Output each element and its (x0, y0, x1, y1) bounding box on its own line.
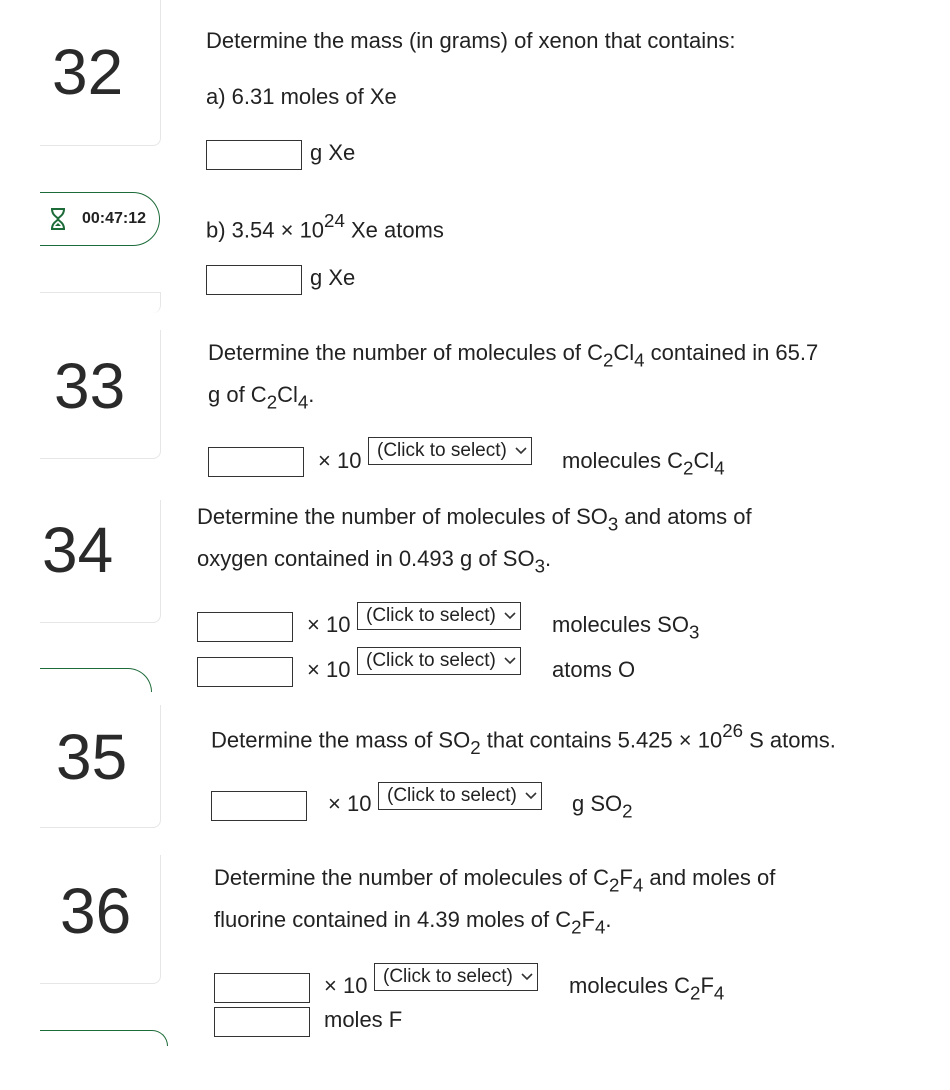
q32b-unit: g Xe (310, 265, 356, 290)
timer-pill (40, 192, 160, 246)
q35-unit: g $SO_2$ (572, 791, 633, 822)
q32-part-b-label: b) $3.54 \times 10^{24}$ Xe atoms (206, 210, 444, 243)
chevron-down-icon (515, 447, 527, 455)
q32a-answer-input[interactable] (206, 140, 302, 170)
q36-moles-unit: moles F (324, 1007, 403, 1032)
question-number: 36 (60, 875, 132, 947)
q36-molecules-unit: molecules $C_2F_4$ (569, 973, 725, 1004)
chevron-down-icon (521, 973, 533, 981)
question-number: 32 (52, 36, 124, 108)
q36-molecules-exponent-select[interactable]: (Click to select) (374, 963, 538, 991)
chevron-down-icon (504, 657, 516, 665)
q36-moles-answer-input[interactable] (214, 1007, 310, 1037)
q34-atoms-exponent-select[interactable]: (Click to select) (357, 647, 521, 675)
hourglass-icon (48, 208, 68, 230)
q33-prompt: Determine the number of molecules of $C_2Cl_4$ contained in 65.7 g of $C_2Cl_4$. (208, 340, 819, 413)
question-number: 35 (56, 721, 128, 793)
q36-molecules-answer-input[interactable] (214, 973, 310, 1003)
q34-molecules-unit: molecules $SO_3$ (552, 612, 700, 643)
q35-answer-input[interactable] (211, 791, 307, 821)
q36-prompt: Determine the number of molecules of $C_2F_4$ and moles of fluorine contained in 4.39 moles of $C_2F_4$. (214, 865, 776, 938)
timer-pill-fragment (40, 1030, 168, 1046)
times-ten-label: × 10 (307, 612, 351, 637)
chevron-down-icon (525, 792, 537, 800)
q33-answer-input[interactable] (208, 447, 304, 477)
question-number-panel-34 (40, 500, 161, 623)
timer-pill-fragment (40, 668, 152, 692)
times-ten-label: × 10 (324, 973, 368, 998)
times-ten-label: × 10 (318, 448, 362, 473)
q34-molecules-answer-input[interactable] (197, 612, 293, 642)
question-number-panel-32 (40, 0, 161, 146)
q33-unit: molecules $C_2Cl_4$ (562, 448, 725, 479)
q34-molecules-exponent-select[interactable]: (Click to select) (357, 602, 521, 630)
q34-atoms-unit: atoms O (552, 657, 636, 682)
q32b-answer-input[interactable] (206, 265, 302, 295)
question-number-panel-33 (40, 330, 161, 459)
divider-panel (40, 292, 161, 313)
q35-prompt: Determine the mass of $SO_2$ that contains $5.425 \times 10^{26}$ S atoms. (211, 720, 836, 758)
times-ten-label: × 10 (328, 791, 372, 816)
q35-exponent-select[interactable]: (Click to select) (378, 782, 542, 810)
question-number: 33 (54, 350, 126, 422)
question-number: 34 (42, 514, 114, 586)
times-ten-label: × 10 (307, 657, 351, 682)
q32a-unit: g Xe (310, 140, 356, 165)
q33-exponent-select[interactable]: (Click to select) (368, 437, 532, 465)
timer-text: 00:47:12 (82, 210, 147, 227)
q34-prompt: Determine the number of molecules of $SO_3$ and atoms of oxygen contained in 0.493 g of $SO_3$. (197, 504, 752, 577)
q32-part-a-label: a) 6.31 moles of Xe (206, 84, 397, 109)
q32-prompt: Determine the mass (in grams) of xenon that contains: (206, 28, 736, 53)
question-number-panel-35 (40, 705, 161, 828)
q34-atoms-answer-input[interactable] (197, 657, 293, 687)
chevron-down-icon (504, 612, 516, 620)
question-number-panel-36 (40, 855, 161, 984)
